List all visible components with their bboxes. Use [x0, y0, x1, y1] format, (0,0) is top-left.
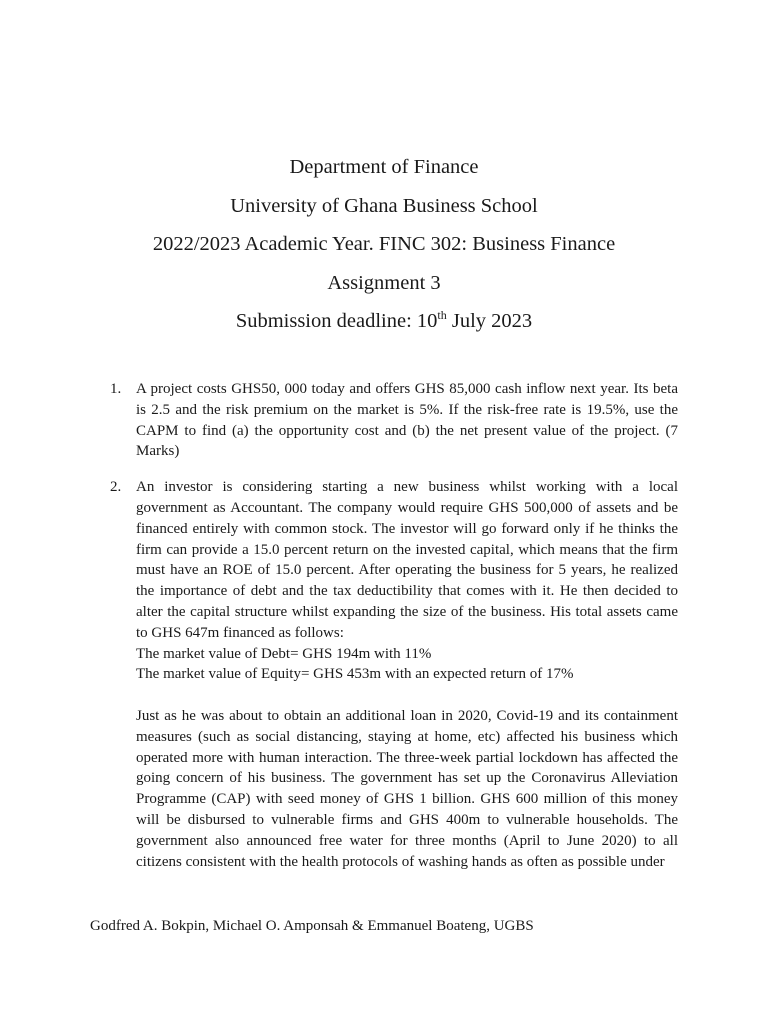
paragraph-spacer	[136, 685, 678, 706]
course-title: 2022/2023 Academic Year. FINC 302: Business Finance	[152, 233, 616, 255]
deadline-suffix: July 2023	[446, 310, 533, 332]
assignment-title: Assignment 3	[327, 271, 441, 294]
question-number: 1.	[110, 381, 122, 397]
submission-deadline	[0, 302, 768, 341]
deadline-prefix: Submission deadline: 10	[235, 310, 438, 332]
department-title: Department of Finance	[289, 156, 479, 178]
equity-value-line: The market value of Equity= GHS 453m with an expected return of 17%	[136, 666, 574, 683]
question-list	[110, 379, 678, 872]
question-number: 2.	[110, 479, 122, 496]
school-title: University of Ghana Business School	[230, 194, 538, 217]
document-header	[0, 148, 768, 341]
question-1	[110, 379, 678, 462]
question-paragraph-2: Just as he was about to obtain an additional loan in 2020, Covid-19 and its containment measures (such as social distancing, staying at home, etc) affected his business which operated more with human interaction. The three-week partial lockdown has affected the going concern of his business. The government has set up the Coronavirus Alleviation Programme (CAP) with seed money of GHS 1 billion. GHS 600 million of this money will be disbursed to vulnerable firms and GHS 400m to vulnerable households. The government also announced free water for three months (April to June 2020) to all citizens consistent with the health protocols of washing hands as often as possible under	[136, 707, 678, 870]
deadline-superscript: th	[437, 308, 447, 322]
question-text: A project costs GHS50, 000 today and offers GHS 85,000 cash inflow next year. Its beta is 2.5 and the risk premium on the market is 5%. If the risk-free rate is 19.5%, use the CAPM to find (a) the opportunity cost and (b) the net present value of the project. (7 Marks)	[136, 381, 678, 460]
debt-value-line: The market value of Debt= GHS 194m with 11%	[136, 645, 432, 662]
page-footer: Godfred A. Bokpin, Michael O. Amponsah & Emmanuel Boateng, UGBS	[90, 918, 534, 934]
question-2	[110, 477, 678, 872]
question-text: An investor is considering starting a new business whilst working with a local government as Accountant. The company would require GHS 500,000 of assets and be financed entirely with common stock. The investor will go forward only if he thinks the firm can provide a 15.0 percent return on the invested capital, which means that the firm must have an ROE of 15.0 percent. After operating the business for 5 years, he realized the importance of debt and the tax deductibility that comes with it. He then decided to alter the capital structure whilst expanding the size of the business. His total assets came to GHS 647m financed as follows:	[136, 479, 678, 641]
